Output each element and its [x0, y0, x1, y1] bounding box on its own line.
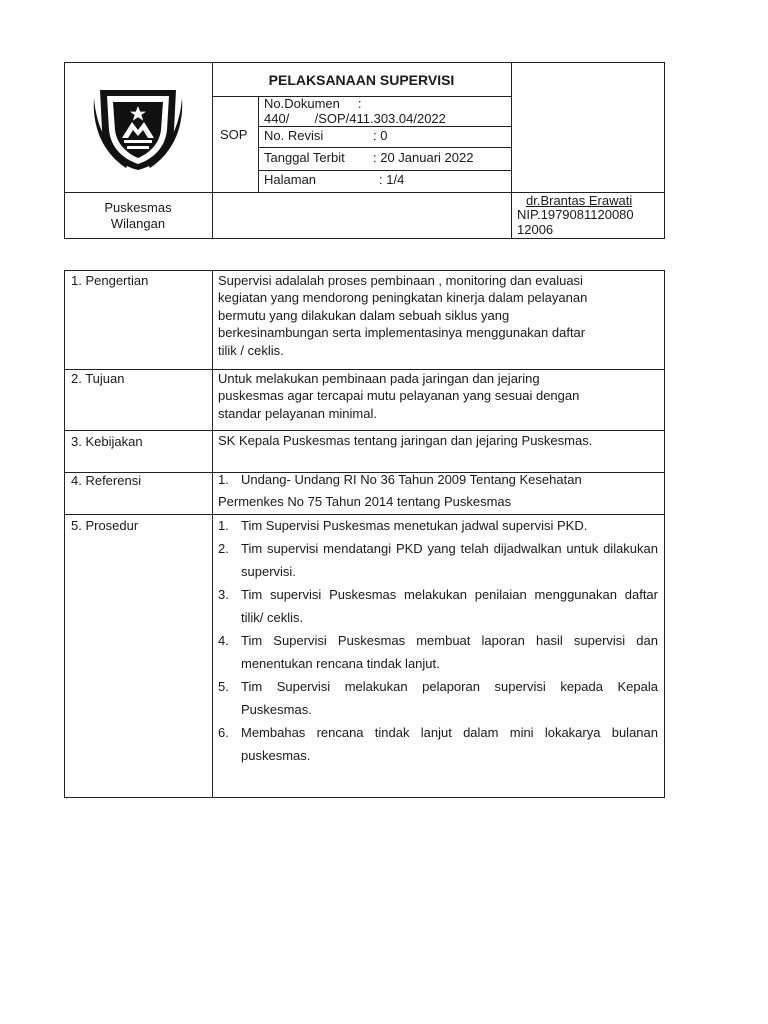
issue-date-label: Tanggal Terbit [264, 150, 345, 165]
section-label-prosedur: 5. Prosedur [71, 518, 139, 533]
text-line: puskesmas agar tercapai mutu pelayanan yang sesuai dengan [218, 388, 580, 404]
doc-number-value: 440/ /SOP/411.303.04/2022 [264, 111, 446, 126]
kebijakan-text: SK Kepala Puskesmas tentang jaringan dan jejaring Puskesmas. [218, 433, 593, 448]
header-divider [258, 96, 259, 192]
text-line: Untuk melakukan pembinaan pada jaringan dan jejaring [218, 371, 540, 386]
org-name-line1: Puskesmas [104, 200, 172, 215]
step-number: 4. [218, 633, 229, 648]
regional-emblem-icon [92, 80, 184, 172]
section-label-pengertian: 1. Pengertian [71, 273, 149, 288]
header-divider [212, 62, 213, 239]
referensi-item-text: Undang- Undang RI No 36 Tahun 2009 Tentang Kesehatan [241, 472, 582, 487]
step-number: 3. [218, 587, 229, 602]
issue-date-value: : 20 Januari 2022 [373, 150, 474, 165]
text-line: tilik / ceklis. [218, 342, 284, 358]
page-value: : 1/4 [379, 172, 405, 187]
referensi-item-number: 1. [218, 472, 229, 487]
sop-label: SOP [220, 127, 248, 142]
pengertian-text [218, 272, 587, 359]
prosedur-list [218, 514, 658, 767]
header-divider [258, 147, 511, 148]
step-text: Tim Supervisi melakukan pelaporan supervisi kepada Kepala Puskesmas. [241, 679, 658, 717]
step-text: Tim Supervisi Puskesmas membuat laporan hasil supervisi dan menentukan rencana tindak lanjut. [241, 633, 658, 671]
step-text: Tim supervisi Puskesmas melakukan penilaian menggunakan daftar tilik/ ceklis. [241, 587, 658, 625]
section-label-tujuan: 2. Tujuan [71, 371, 125, 386]
header-divider [511, 62, 512, 239]
step-number: 6. [218, 725, 229, 740]
header-divider [258, 170, 511, 171]
doc-number-label: No.Dokumen : [264, 96, 362, 111]
referensi-item-text: Permenkes No 75 Tahun 2014 tentang Puskesmas [218, 494, 512, 509]
section-label-referensi: 4. Referensi [71, 473, 142, 488]
list-item [218, 583, 658, 629]
list-item [218, 537, 658, 583]
section-label-kebijakan: 3. Kebijakan [71, 434, 143, 449]
signatory-name: dr.Brantas Erawati [526, 193, 633, 208]
revision-value: : 0 [373, 128, 388, 143]
step-text: Membahas rencana tindak lanjut dalam mini lokakarya bulanan puskesmas. [241, 725, 658, 763]
text-line: bermutu yang dilakukan dalam sebuah siklus yang [218, 307, 510, 323]
list-item [218, 514, 658, 537]
text-line: standar pelayanan minimal. [218, 405, 377, 421]
tujuan-text [218, 370, 579, 422]
text-line: Supervisi adalalah proses pembinaan , monitoring dan evaluasi [218, 273, 583, 288]
step-text: Tim Supervisi Puskesmas menetukan jadwal supervisi PKD. [241, 518, 588, 533]
signatory-nip-line1: NIP.1979081120080 [517, 207, 634, 222]
signatory-nip-line2: 12006 [517, 222, 554, 237]
list-item [218, 629, 658, 675]
step-number: 5. [218, 679, 229, 694]
content-divider [212, 270, 213, 798]
document-title: PELAKSANAAN SUPERVISI [268, 72, 455, 88]
revision-label: No. Revisi [264, 128, 324, 143]
text-line: berkesinambungan serta implementasinya menggunakan daftar [218, 325, 586, 341]
content-divider [64, 430, 665, 431]
step-number: 2. [218, 541, 229, 556]
text-line: kegiatan yang mendorong peningkatan kinerja dalam pelayanan [218, 290, 588, 306]
org-name-line2: Wilangan [110, 216, 166, 231]
page-label: Halaman [264, 172, 317, 187]
step-text: Tim supervisi mendatangi PKD yang telah dijadwalkan untuk dilakukan supervisi. [241, 541, 658, 579]
step-number: 1. [218, 518, 229, 533]
list-item [218, 721, 658, 767]
list-item [218, 675, 658, 721]
